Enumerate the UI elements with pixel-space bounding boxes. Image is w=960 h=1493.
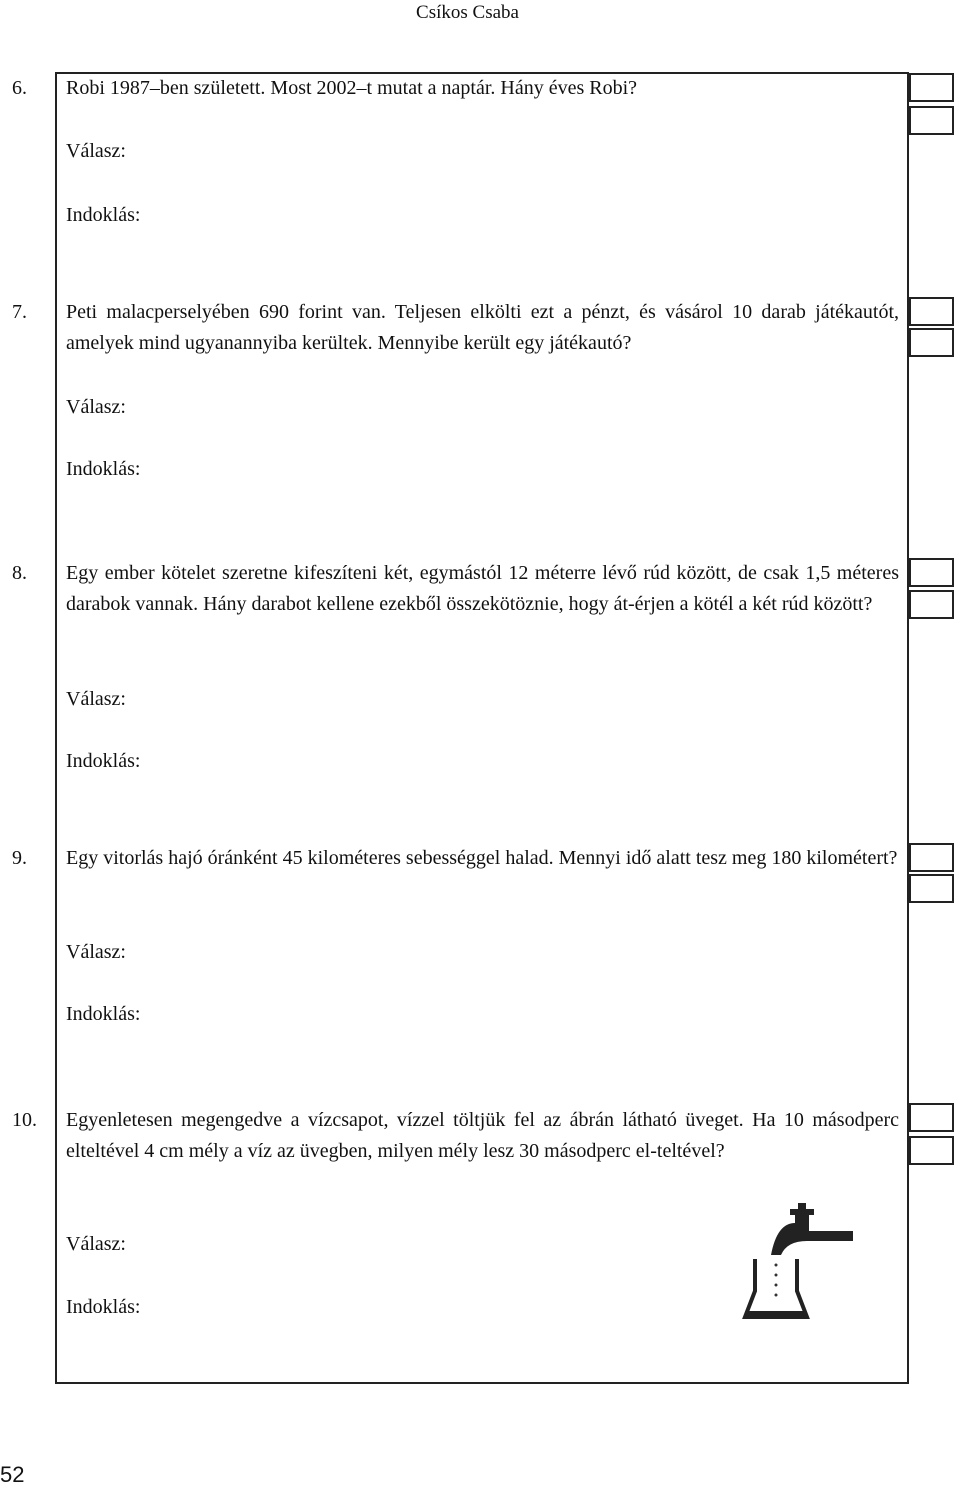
score-box-justification[interactable] xyxy=(909,874,954,903)
problem-text: Robi 1987–ben született. Most 2002–t mutat a naptár. Hány éves Robi? xyxy=(66,77,638,99)
problem-text: Egy ember kötelet szeretne kifeszíteni két, egymástól 12 méterre lévő rúd között, de csak 1,5 méteres darabok vannak. Hány darabot kellene ezekből összekötöznie, hogy át-érjen a kötél a két rúd között? xyxy=(66,562,899,615)
justification-label: Indoklás: xyxy=(66,458,141,480)
problem-number: 7. xyxy=(12,301,27,323)
problem-text: Peti malacperselyében 690 forint van. Teljesen elkölti ezt a pénzt, és vásárol 10 darab játékautót, amelyek mind ugyanannyiba kerültek. Mennyibe került egy játékautó? xyxy=(66,301,899,354)
score-box-answer[interactable] xyxy=(909,73,954,102)
answer-label: Válasz: xyxy=(66,140,126,162)
problem-number: 9. xyxy=(12,847,27,869)
justification-label: Indoklás: xyxy=(66,750,141,772)
justification-label: Indoklás: xyxy=(66,204,141,226)
score-box-answer[interactable] xyxy=(909,1103,954,1132)
problem-text: Egyenletesen megengedve a vízcsapot, vízzel töltjük fel az ábrán látható üveget. Ha 10 másodperc elteltével 4 cm mély a víz az üvegben, milyen mély lesz 30 másodperc el-teltével? xyxy=(66,1109,899,1162)
justification-label: Indoklás: xyxy=(66,1296,141,1318)
answer-label: Válasz: xyxy=(66,1233,126,1255)
justification-label: Indoklás: xyxy=(66,1003,141,1025)
problem-number: 10. xyxy=(12,1109,37,1131)
problem-text: Egy vitorlás hajó óránként 45 kilométeres sebességgel halad. Mennyi idő alatt tesz meg 180 kilométert? xyxy=(66,847,898,869)
score-box-justification[interactable] xyxy=(909,1136,954,1165)
answer-label: Válasz: xyxy=(66,396,126,418)
page-header-author: Csíkos Csaba xyxy=(416,2,519,23)
score-box-justification[interactable] xyxy=(909,590,954,619)
score-box-answer[interactable] xyxy=(909,558,954,587)
score-box-justification[interactable] xyxy=(909,106,954,135)
score-box-answer[interactable] xyxy=(909,297,954,326)
page-number: 52 xyxy=(0,1462,25,1487)
score-box-answer[interactable] xyxy=(909,843,954,872)
problems-frame xyxy=(55,72,909,1384)
answer-label: Válasz: xyxy=(66,688,126,710)
problem-number: 8. xyxy=(12,562,27,584)
score-box-justification[interactable] xyxy=(909,328,954,357)
answer-label: Válasz: xyxy=(66,941,126,963)
problem-number: 6. xyxy=(12,77,27,99)
faucet-flask-illustration xyxy=(735,1195,855,1325)
